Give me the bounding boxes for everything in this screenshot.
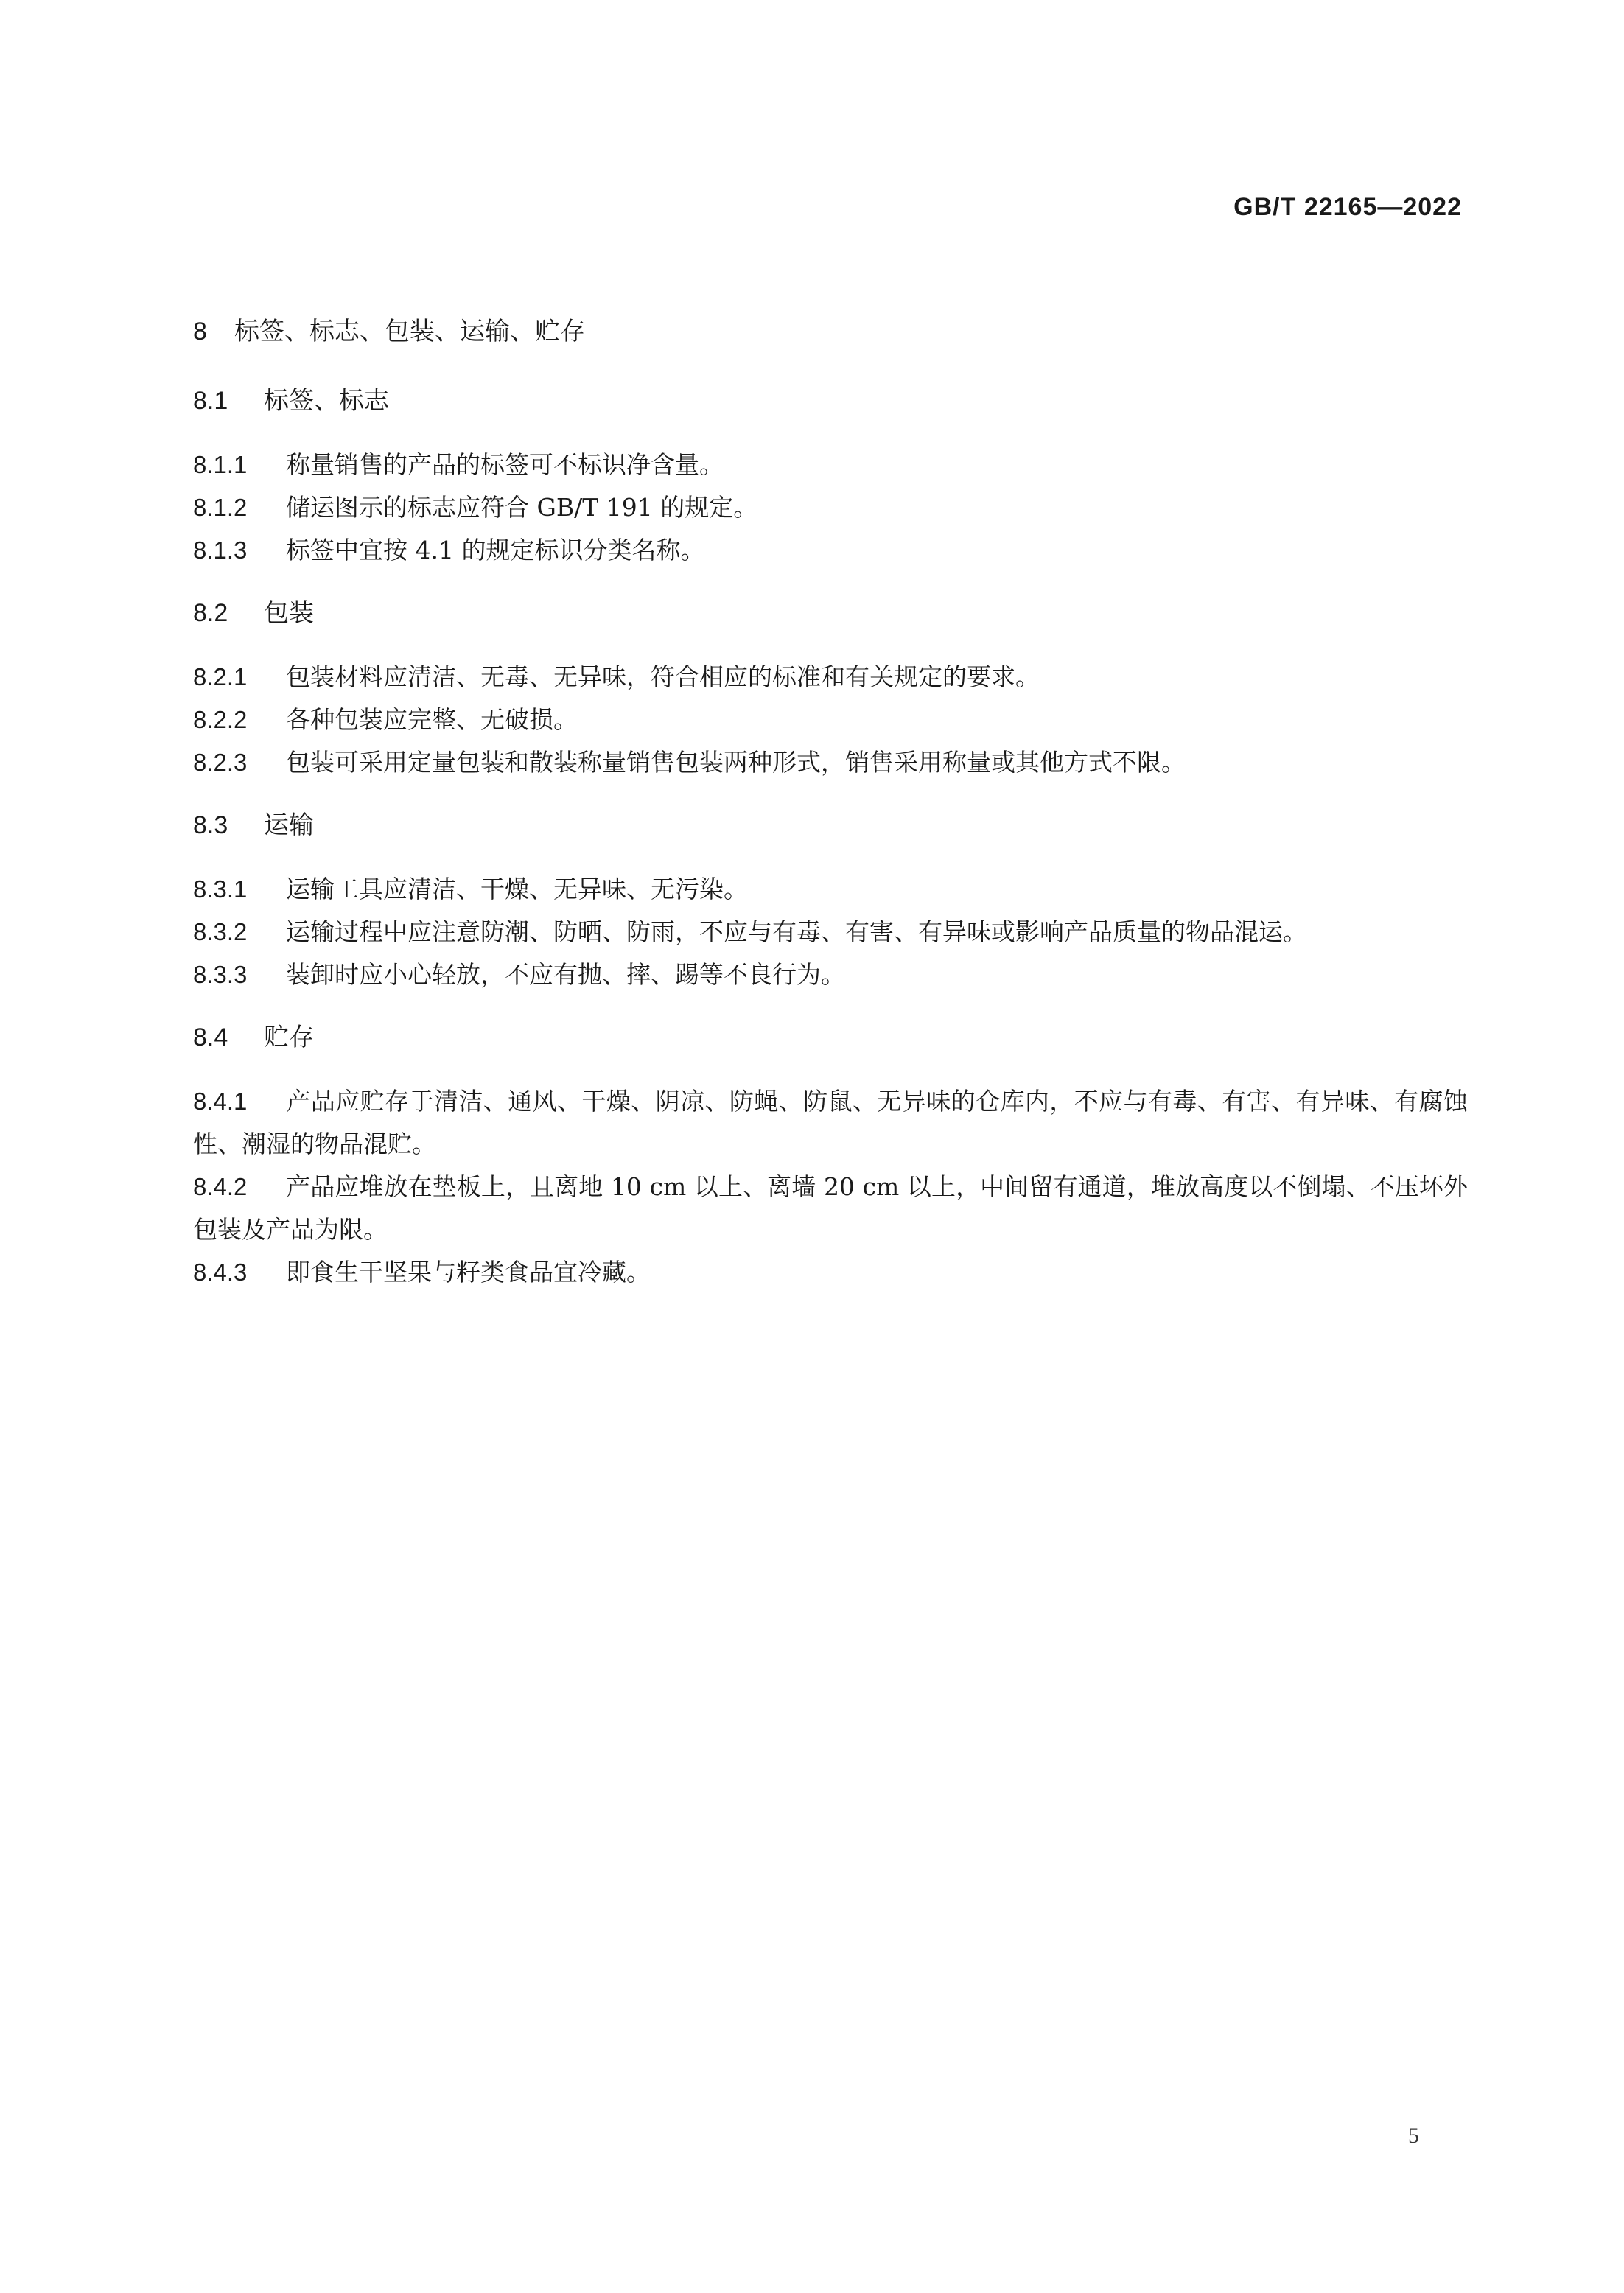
clause-number: 8.3.3: [193, 961, 248, 988]
clause-number: 8.1.2: [193, 494, 248, 521]
clause-8-4-2: [193, 1166, 1468, 1251]
clause-number: 8.1.3: [193, 536, 248, 564]
clause-number: 8.4.1: [193, 1088, 248, 1115]
clause-8-4-1: [193, 1080, 1468, 1166]
subsection-title: 运输: [264, 811, 314, 840]
clause-8-1-3: [193, 529, 1468, 572]
clause-text: 包装材料应清洁、无毒、无异味，符合相应的标准和有关规定的要求。: [286, 662, 1040, 691]
clause-8-2-2: [193, 699, 1468, 741]
clause-8-2-1: [193, 656, 1468, 699]
section-number: 8: [193, 318, 207, 346]
subsection-number: 8.4: [193, 1023, 228, 1051]
clause-number: 8.1.1: [193, 451, 248, 478]
clause-number: 8.3.2: [193, 918, 248, 945]
clause-8-3-3: [193, 953, 1468, 996]
clause-8-3-1: [193, 868, 1468, 911]
clause-number: 8.3.1: [193, 875, 248, 903]
clause-text: 即食生干坚果与籽类食品宜冷藏。: [286, 1258, 651, 1286]
subsection-number: 8.1: [193, 387, 228, 415]
clause-text: 储运图示的标志应符合 GB/T 191 的规定。: [286, 493, 758, 522]
subsection-heading-8-2: [193, 591, 1468, 635]
subsection-heading-8-4: [193, 1015, 1468, 1060]
clause-number: 8.4.2: [193, 1173, 248, 1200]
clause-number: 8.2.1: [193, 663, 248, 690]
subsection-number: 8.3: [193, 811, 228, 839]
subsection-number: 8.2: [193, 599, 228, 627]
clause-8-3-2: [193, 911, 1468, 953]
subsection-title: 贮存: [264, 1023, 314, 1052]
clause-text: 产品应贮存于清洁、通风、干燥、阴凉、防蝇、防鼠、无异味的仓库内，不应与有毒、有害、有异味、有腐蚀性、潮湿的物品混贮。: [193, 1087, 1468, 1158]
standard-code: GB/T 22165—2022: [1233, 193, 1462, 221]
clause-8-1-1: [193, 444, 1468, 486]
subsection-heading-8-3: [193, 803, 1468, 847]
clause-text: 各种包装应完整、无破损。: [286, 705, 578, 734]
clause-number: 8.4.3: [193, 1258, 248, 1286]
page-content: [193, 309, 1468, 1294]
clause-text: 称量销售的产品的标签可不标识净含量。: [286, 450, 724, 479]
clause-text: 装卸时应小心轻放，不应有抛、摔、踢等不良行为。: [286, 960, 845, 989]
clause-8-1-2: [193, 486, 1468, 529]
clause-8-4-3: [193, 1251, 1468, 1294]
clause-8-2-3: [193, 741, 1468, 784]
subsection-heading-8-1: [193, 379, 1468, 423]
clause-text: 运输过程中应注意防潮、防晒、防雨，不应与有毒、有害、有异味或影响产品质量的物品混运。: [286, 917, 1307, 946]
clause-text: 产品应堆放在垫板上，且离地 10 cm 以上、离墙 20 cm 以上，中间留有通道，堆放高度以不倒塌、不压坏外包装及产品为限。: [193, 1172, 1468, 1244]
clause-text: 运输工具应清洁、干燥、无异味、无污染。: [286, 875, 748, 903]
clause-number: 8.2.2: [193, 706, 248, 733]
clause-text: 标签中宜按 4.1 的规定标识分类名称。: [286, 536, 705, 564]
page-number: 5: [1408, 2124, 1419, 2148]
subsection-title: 包装: [264, 598, 314, 628]
clause-number: 8.2.3: [193, 749, 248, 776]
clause-text: 包装可采用定量包装和散装称量销售包装两种形式，销售采用称量或其他方式不限。: [286, 748, 1186, 777]
section-heading-8: [193, 309, 1468, 354]
section-title: 标签、标志、包装、运输、贮存: [234, 317, 585, 346]
subsection-title: 标签、标志: [264, 386, 389, 416]
